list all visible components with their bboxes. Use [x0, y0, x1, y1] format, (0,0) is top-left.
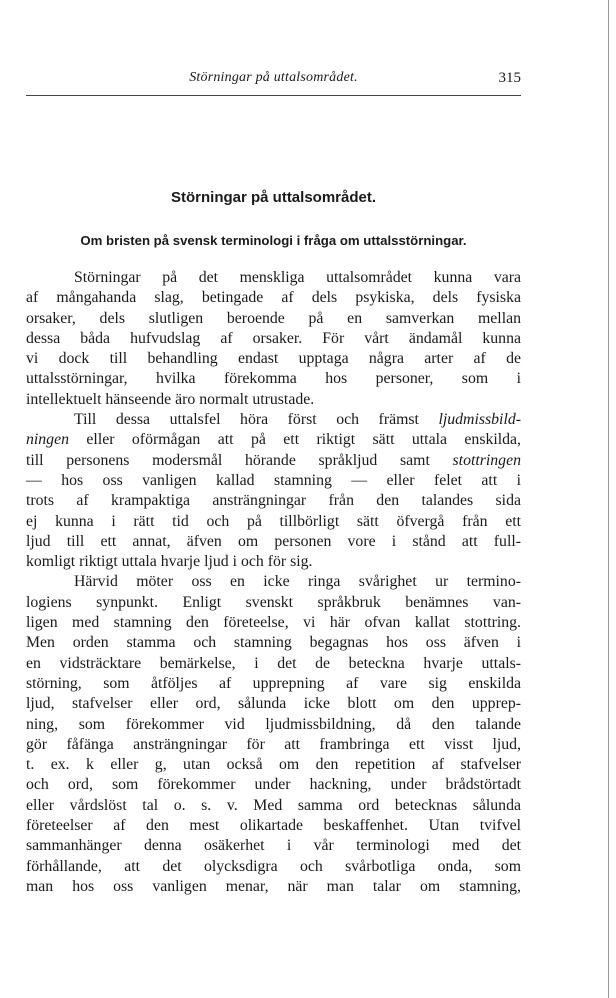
text-line: Härvid möter oss en icke ringa svårighet ur termino- [74, 573, 521, 591]
text-line: intellektuelt hänseende äro normalt utrustade. [26, 390, 315, 408]
text-line: dessa båda hufvudslag af orsaker. För vårt ändamål kunna [26, 329, 521, 347]
text-line: företeelser af den mest olikartade beskaffenhet. Utan tvifvel [26, 817, 521, 835]
text-line: komligt riktigt uttala hvarje ljud i och för sig. [26, 553, 313, 571]
text-line: förhållande, att det olycksdigra och svårbotliga onda, som [26, 857, 521, 875]
text-line: sammanhänger denna osäkerhet i vår terminologi med det [26, 837, 521, 855]
header-rule [26, 95, 521, 96]
text-line: ning, som förekommer vid ljudmissbildning, då den talande [26, 715, 521, 733]
text-line: Störningar på det menskliga uttalsområdet kunna vara [74, 269, 521, 286]
italic-term: ljudmissbild- [438, 411, 521, 429]
text-line: ljud, stafvelser eller ord, sålunda icke blott om den upprep- [26, 695, 521, 713]
text-segment: Till dessa uttalsfel höra först och främst [74, 411, 439, 429]
text-line: af mångahanda slag, betingade af dels psykiska, dels fysiska [26, 289, 521, 307]
text-line: t. ex. k eller g, utan också om den repetition af stafvelser [26, 756, 521, 774]
page-edge [608, 0, 616, 998]
text-line: orsaker, dels slutligen beroende på en samverkan mellan [26, 309, 521, 327]
italic-term: ningen [26, 431, 69, 449]
text-line: eller vårdslöst tal o. s. v. Med samma ord betecknas sålunda [26, 796, 521, 814]
running-head: Störningar på uttalsområdet. [189, 70, 358, 85]
text-line: gör fåfänga ansträngningar för att frambringa ett visst ljud, [26, 735, 521, 753]
text-line: ligen med stamning den företeelse, vi här ofvan kallat stottring. [26, 614, 521, 632]
text-line: trots af krampaktiga ansträngningar från den talandes sida [26, 492, 521, 510]
text-line: uttalsstörningar, hvilka förekomma hos personer, som i [26, 370, 521, 388]
italic-term: stottringen [452, 451, 521, 469]
text-line: ej kunna i rätt tid och på tillbörligt sätt öfvergå från ett [26, 512, 521, 530]
text-line: och ord, som förekommer under hackning, under brådstörtadt [26, 776, 521, 794]
body-text [26, 268, 521, 897]
text-line: vi dock till behandling endast upptaga några arter af de [26, 350, 521, 368]
text-line: störning, som åtföljes af upprepning af vare sig enskilda [26, 674, 521, 692]
text-line [26, 430, 521, 450]
text-segment: eller oförmågan att på ett riktigt sätt uttala enskilda, [69, 431, 521, 449]
text-line: — hos oss vanligen kallad stamning — eller felet att i [26, 471, 521, 489]
text-segment: till personens modersmål hörande språkljud samt [26, 451, 453, 469]
text-line: logiens synpunkt. Enligt svenskt språkbruk benämnes van- [26, 593, 521, 611]
text-line: ljud till ett annat, äfven om personen vore i stånd att full- [26, 532, 521, 550]
text-line: Men orden stamma och stamning begagnas hos oss äfven i [26, 634, 521, 652]
page-number: 315 [498, 70, 521, 86]
section-subtitle: Om bristen på svensk terminologi i fråga om uttalsstörningar. [80, 233, 467, 248]
text-line [26, 410, 521, 430]
page-header [26, 70, 521, 90]
text-line: en vidsträcktare bemärkelse, i det de beteckna hvarje uttals- [26, 654, 521, 672]
text-line: man hos oss vanligen menar, när man talar om stamning, [26, 877, 521, 895]
chapter-title: Störningar på uttalsområdet. [170, 189, 377, 206]
text-line [26, 451, 521, 471]
